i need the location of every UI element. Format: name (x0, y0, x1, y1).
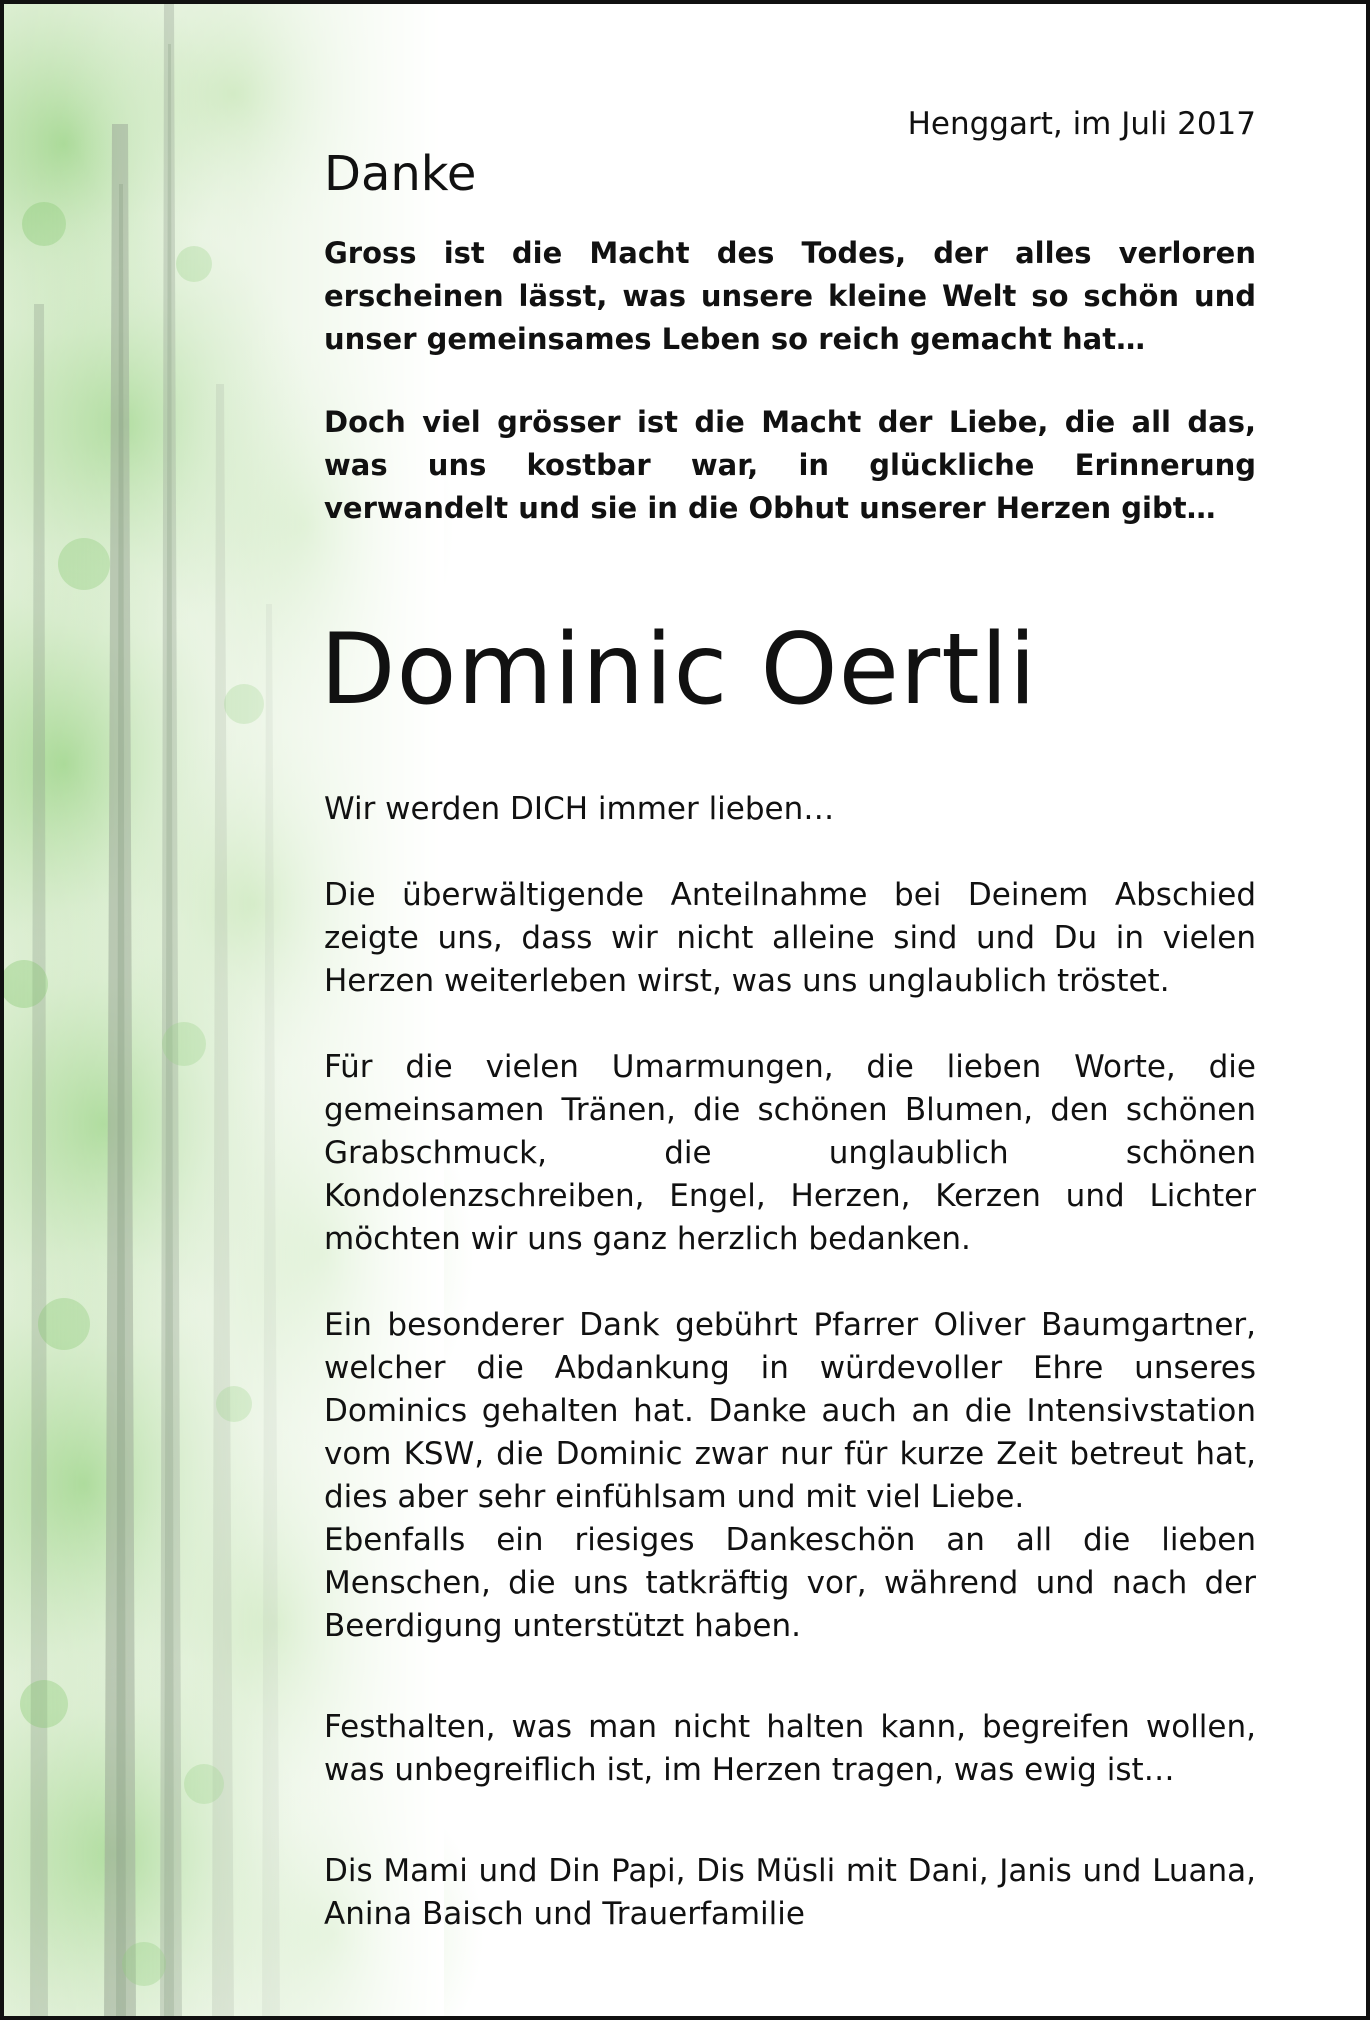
place-and-date: Henggart, im Juli 2017 (907, 106, 1256, 142)
opening-quote-2: Doch viel grösser ist die Macht der Liebe, die all das, was uns kostbar war, in glückliche Erinnerung verwandelt und sie in die Obhut unserer Herzen gibt… (324, 405, 1256, 525)
intro-line: Wir werden DICH immer lieben… (324, 791, 835, 827)
family-signature: Dis Mami und Din Papi, Dis Müsli mit Dani, Janis und Luana, Anina Baisch und Trauerfamilie (324, 1853, 1256, 1932)
notice-content (320, 104, 1256, 1936)
opening-quote-1: Gross ist die Macht des Todes, der alles verloren erscheinen lässt, was unsere kleine Welt so schön und unser gemeinsames Leben so reich gemacht hat… (324, 236, 1256, 356)
deceased-name: Dominic Oertli (320, 613, 1038, 727)
thanks-paragraph-1: Die überwältigende Anteilnahme bei Deinem Abschied zeigte uns, dass wir nicht alleine sind und Du in vielen Herzen weiterleben wirst, was uns unglaublich tröstet. (324, 877, 1256, 999)
thank-you-heading: Danke (324, 146, 477, 202)
closing-quote: Festhalten, was man nicht halten kann, begreifen wollen, was unbegreiflich ist, im Herzen tragen, was ewig ist… (324, 1709, 1256, 1788)
thanks-paragraph-4: Ebenfalls ein riesiges Dankeschön an all die lieben Menschen, die uns tatkräftig vor, während und nach der Beerdigung unterstützt haben. (324, 1522, 1256, 1644)
thanks-paragraph-3: Ein besonderer Dank gebührt Pfarrer Oliver Baumgartner, welcher die Abdankung in würdevoller Ehre unseres Dominics gehalten hat. Danke auch an die Intensivstation vom KSW, die Dominic zwar nur für kurze Zeit betreut hat, dies aber sehr einfühlsam und mit viel Liebe. (324, 1307, 1256, 1515)
thanks-paragraph-2: Für die vielen Umarmungen, die lieben Worte, die gemeinsamen Tränen, die schönen Blumen, den schönen Grabschmuck, die unglaublich schönen Kondolenzschreiben, Engel, Herzen, Kerzen und Lichter möchten wir uns ganz herzlich bedanken. (324, 1049, 1256, 1257)
